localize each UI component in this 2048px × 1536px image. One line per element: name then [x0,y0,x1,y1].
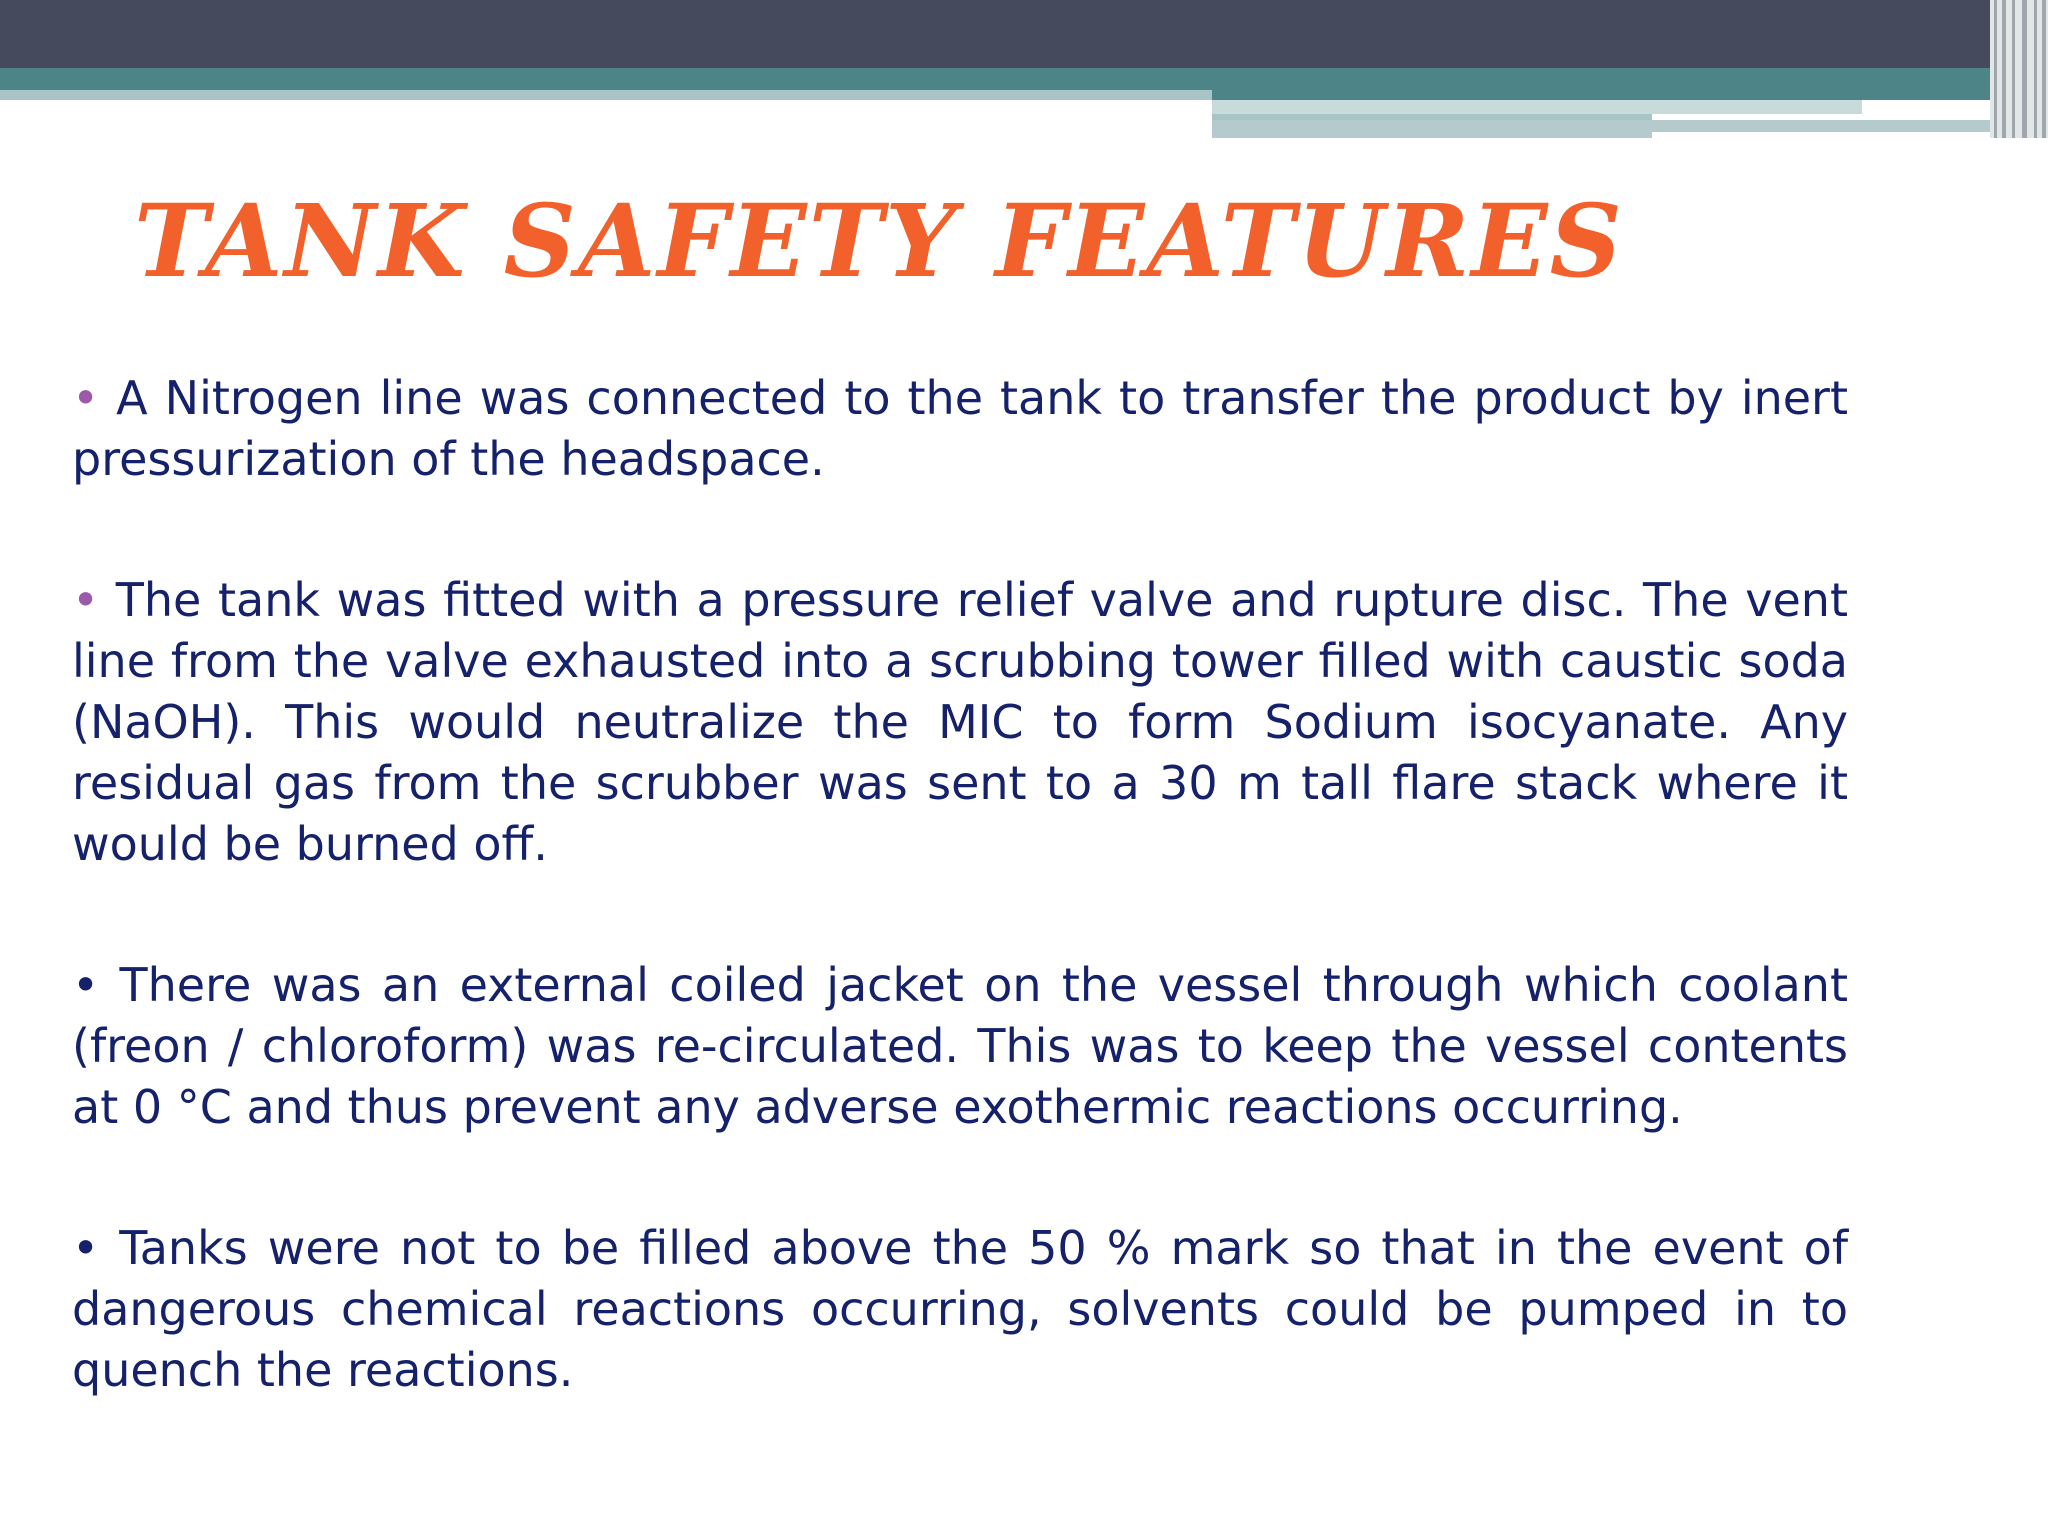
bullet-list [72,368,1848,1401]
bullet-text: A Nitrogen line was connected to the tank to transfer the product by inert pressurization of the headspace. [72,371,1849,486]
header-band-dark [0,0,2048,68]
bullet-icon: • [72,958,100,1012]
slide-title: TANK SAFETY FEATURES [134,182,1624,300]
header-band-light [0,90,1212,100]
header-stripes [1990,0,2048,138]
bullet-icon: • [72,1221,100,1275]
list-item [72,1218,1848,1401]
list-item [72,570,1848,875]
header-band-teal [0,68,2048,90]
bullet-icon: • [72,371,100,425]
bullet-text: Tanks were not to be filled above the 50 % mark so that in the event of dangerous chemical reactions occurring, solvents could be pumped in to quench the reactions. [72,1221,1849,1397]
header-band-teal-right [1212,90,2048,100]
header-band-gap [1652,132,2012,138]
list-item [72,955,1848,1138]
header-band-pale [1212,114,1652,120]
bullet-text: There was an external coiled jacket on the vessel through which coolant (freon / chloroform) was re-circulated. This was to keep the vessel contents at 0 °C and thus prevent any adverse exothermic reactions occurring. [72,958,1848,1134]
bullet-text: The tank was fitted with a pressure relief valve and rupture disc. The vent line from the valve exhausted into a scrubbing tower filled with caustic soda (NaOH). This would neutralize the MIC to form Sodium isocyanate. Any residual gas from the scrubber was sent to a 30 m tall flare stack where it would be burned off. [72,573,1848,871]
list-item [72,368,1848,490]
header-band-pale [1212,100,1862,114]
bullet-icon: • [72,573,100,627]
